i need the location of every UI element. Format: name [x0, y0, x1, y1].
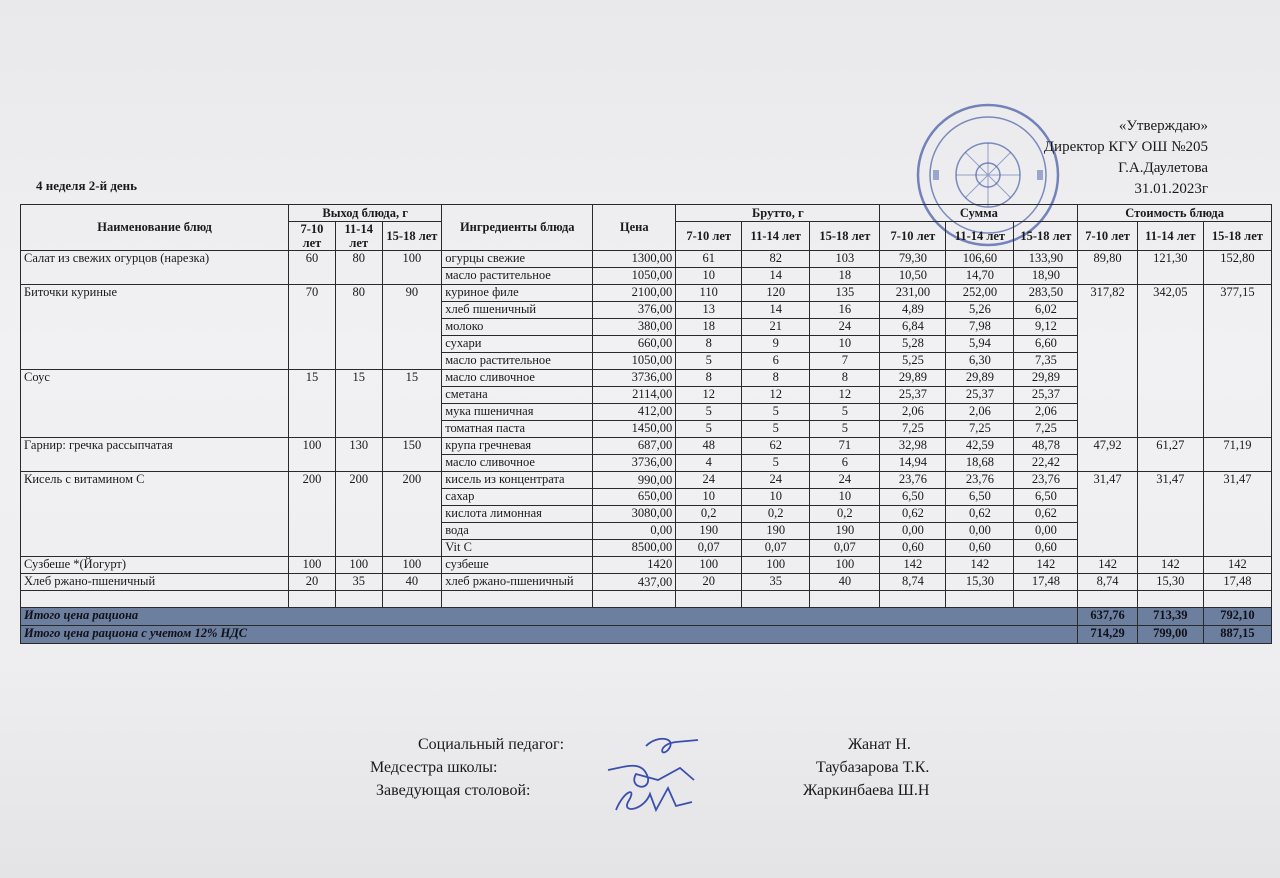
- ingredient-value: 82: [742, 251, 810, 268]
- empty-cell: [289, 591, 336, 608]
- total-row-value-age3: 792,10: [1203, 608, 1271, 626]
- ingredient-value: 2,06: [946, 404, 1014, 421]
- ingredient-value: 6,30: [946, 353, 1014, 370]
- ingredient-value: 61: [676, 251, 742, 268]
- header-gross-age1: 7-10 лет: [676, 222, 742, 251]
- ingredient-value: 25,37: [1014, 387, 1078, 404]
- dish-output-age3: 150: [382, 438, 442, 472]
- ingredient-value: 5,26: [946, 302, 1014, 319]
- ingredient-name: хлеб ржано-пшеничный: [442, 574, 593, 591]
- dish-output-age2: 15: [335, 370, 382, 438]
- header-dish-name: Наименование блюд: [21, 205, 289, 251]
- dish-cost-age3: 377,15: [1203, 285, 1271, 438]
- approval-line-4: 31.01.2023г: [1134, 181, 1208, 197]
- ingredient-value: 25,37: [880, 387, 946, 404]
- ingredient-value: 7,25: [1014, 421, 1078, 438]
- dish-output-age2: 100: [335, 557, 382, 574]
- ingredient-value: 6,02: [1014, 302, 1078, 319]
- signature-role: Социальный педагог:: [418, 736, 565, 753]
- header-price: Цена: [593, 205, 676, 251]
- ingredient-price: 1300,00: [593, 251, 676, 268]
- vat-total-row-label: Итого цена рациона с учетом 12% НДС: [21, 626, 1078, 644]
- ingredient-value: 5,94: [946, 336, 1014, 353]
- dish-output-age3: 40: [382, 574, 442, 591]
- empty-cell: [382, 591, 442, 608]
- header-gross-age3: 15-18 лет: [810, 222, 880, 251]
- dish-name: Сузбеше *(Йогурт): [21, 557, 289, 574]
- ingredient-value: 10: [676, 268, 742, 285]
- ingredient-value: 25,37: [946, 387, 1014, 404]
- approval-block: [1018, 116, 1208, 200]
- ingredient-name: огурцы свежие: [442, 251, 593, 268]
- signature-name: Таубазарова Т.К.: [816, 759, 930, 776]
- ingredient-value: 10: [742, 489, 810, 506]
- header-sum: Сумма: [880, 205, 1078, 222]
- empty-cell: [1203, 591, 1271, 608]
- signatures-drawing: [598, 730, 718, 820]
- ingredient-value: 6,50: [1014, 489, 1078, 506]
- ingredient-value: 40: [810, 574, 880, 591]
- dish-output-age1: 20: [289, 574, 336, 591]
- ingredient-value: 48,78: [1014, 438, 1078, 455]
- dish-output-age1: 200: [289, 472, 336, 557]
- ingredient-price: 1050,00: [593, 353, 676, 370]
- ingredient-value: 6,84: [880, 319, 946, 336]
- ingredient-value: 24: [676, 472, 742, 489]
- ingredient-value: 14: [742, 268, 810, 285]
- header-output: Выход блюда, г: [289, 205, 442, 222]
- ingredient-price: 2114,00: [593, 387, 676, 404]
- ingredient-value: 100: [810, 557, 880, 574]
- header-output-age1: 7-10 лет: [289, 222, 336, 251]
- ingredient-name: куриное филе: [442, 285, 593, 302]
- ingredient-value: 6,50: [946, 489, 1014, 506]
- ingredient-value: 142: [1014, 557, 1078, 574]
- ingredient-value: 32,98: [880, 438, 946, 455]
- ingredient-value: 0,07: [810, 540, 880, 557]
- empty-cell: [1014, 591, 1078, 608]
- ingredient-name: вода: [442, 523, 593, 540]
- dish-name: Кисель с витамином С: [21, 472, 289, 557]
- signature-name: Жанат Н.: [848, 736, 911, 753]
- empty-cell: [335, 591, 382, 608]
- ingredient-value: 18: [676, 319, 742, 336]
- ingredient-value: 21: [742, 319, 810, 336]
- approval-line-1: «Утверждаю»: [1118, 118, 1208, 134]
- ingredient-value: 5: [742, 455, 810, 472]
- ingredient-value: 8: [742, 370, 810, 387]
- dish-output-age3: 90: [382, 285, 442, 370]
- ingredient-value: 4,89: [880, 302, 946, 319]
- ingredient-value: 0,00: [880, 523, 946, 540]
- ingredient-price: 0,00: [593, 523, 676, 540]
- dish-cost-age2: 142: [1137, 557, 1203, 574]
- ingredient-value: 12: [810, 387, 880, 404]
- ingredient-value: 5: [676, 353, 742, 370]
- ingredient-value: 120: [742, 285, 810, 302]
- ingredient-name: кисель из концентрата: [442, 472, 593, 489]
- dish-cost-age1: 317,82: [1078, 285, 1138, 438]
- signature-role: Заведующая столовой:: [376, 782, 531, 799]
- ingredient-price: 412,00: [593, 404, 676, 421]
- dish-name: Хлеб ржано-пшеничный: [21, 574, 289, 591]
- table-row: [21, 574, 1272, 591]
- dish-cost-age1: 142: [1078, 557, 1138, 574]
- ingredient-price: 3736,00: [593, 370, 676, 387]
- ingredient-name: масло сливочное: [442, 455, 593, 472]
- header-cost-age3: 15-18 лет: [1203, 222, 1271, 251]
- ingredient-value: 12: [742, 387, 810, 404]
- header-cost-age2: 11-14 лет: [1137, 222, 1203, 251]
- ingredient-value: 100: [676, 557, 742, 574]
- ingredient-price: 1450,00: [593, 421, 676, 438]
- ingredient-value: 9,12: [1014, 319, 1078, 336]
- ingredient-value: 0,07: [676, 540, 742, 557]
- document-page: [8, 8, 1276, 870]
- empty-cell: [810, 591, 880, 608]
- ingredient-value: 7,25: [946, 421, 1014, 438]
- ingredient-price: 376,00: [593, 302, 676, 319]
- ingredient-value: 0,2: [810, 506, 880, 523]
- total-row: [21, 608, 1272, 626]
- ingredient-value: 24: [810, 472, 880, 489]
- ingredient-value: 0,62: [1014, 506, 1078, 523]
- ingredient-value: 18: [810, 268, 880, 285]
- ingredient-price: 1050,00: [593, 268, 676, 285]
- ingredient-value: 0,60: [880, 540, 946, 557]
- ingredient-value: 35: [742, 574, 810, 591]
- dish-cost-age3: 31,47: [1203, 472, 1271, 557]
- ingredient-value: 9: [742, 336, 810, 353]
- ingredient-value: 48: [676, 438, 742, 455]
- ingredient-price: 437,00: [593, 574, 676, 591]
- header-sum-age1: 7-10 лет: [880, 222, 946, 251]
- ingredient-value: 23,76: [946, 472, 1014, 489]
- ingredient-value: 190: [810, 523, 880, 540]
- ingredient-value: 79,30: [880, 251, 946, 268]
- ingredient-value: 0,2: [676, 506, 742, 523]
- ingredient-name: молоко: [442, 319, 593, 336]
- ingredient-value: 6: [810, 455, 880, 472]
- empty-cell: [676, 591, 742, 608]
- ingredient-value: 190: [742, 523, 810, 540]
- header-sum-age3: 15-18 лет: [1014, 222, 1078, 251]
- dish-output-age3: 100: [382, 251, 442, 285]
- ingredient-value: 8,74: [880, 574, 946, 591]
- dish-output-age1: 100: [289, 557, 336, 574]
- ingredient-value: 0,00: [1014, 523, 1078, 540]
- header-gross: Брутто, г: [676, 205, 880, 222]
- dish-name: Гарнир: гречка рассыпчатая: [21, 438, 289, 472]
- ingredient-value: 6,50: [880, 489, 946, 506]
- ingredient-value: 15,30: [946, 574, 1014, 591]
- ingredient-name: крупа гречневая: [442, 438, 593, 455]
- dish-cost-age3: 142: [1203, 557, 1271, 574]
- ingredient-price: 660,00: [593, 336, 676, 353]
- ingredient-value: 20: [676, 574, 742, 591]
- dish-output-age1: 60: [289, 251, 336, 285]
- dish-cost-age2: 61,27: [1137, 438, 1203, 472]
- dish-cost-age1: 8,74: [1078, 574, 1138, 591]
- ingredient-value: 62: [742, 438, 810, 455]
- ingredient-value: 103: [810, 251, 880, 268]
- ingredient-name: мука пшеничная: [442, 404, 593, 421]
- total-row-value-age2: 713,39: [1137, 608, 1203, 626]
- empty-cell: [946, 591, 1014, 608]
- ingredient-value: 18,68: [946, 455, 1014, 472]
- ingredient-value: 7,25: [880, 421, 946, 438]
- ingredient-value: 0,07: [742, 540, 810, 557]
- ingredient-value: 135: [810, 285, 880, 302]
- ingredient-price: 380,00: [593, 319, 676, 336]
- ingredient-value: 0,2: [742, 506, 810, 523]
- ingredient-name: томатная паста: [442, 421, 593, 438]
- total-row-label: Итого цена рациона: [21, 608, 1078, 626]
- table-row: [21, 557, 1272, 574]
- dish-cost-age1: 47,92: [1078, 438, 1138, 472]
- table-row: [21, 472, 1272, 489]
- ingredient-name: масло сливочное: [442, 370, 593, 387]
- dish-name: Биточки куриные: [21, 285, 289, 370]
- dish-cost-age3: 71,19: [1203, 438, 1271, 472]
- ingredient-price: 2100,00: [593, 285, 676, 302]
- ingredient-price: 3080,00: [593, 506, 676, 523]
- dish-cost-age2: 31,47: [1137, 472, 1203, 557]
- ingredient-name: сметана: [442, 387, 593, 404]
- header-output-age2: 11-14 лет: [335, 222, 382, 251]
- dish-cost-age1: 31,47: [1078, 472, 1138, 557]
- header-sum-age2: 11-14 лет: [946, 222, 1014, 251]
- ingredient-value: 13: [676, 302, 742, 319]
- ingredient-value: 23,76: [1014, 472, 1078, 489]
- empty-cell: [880, 591, 946, 608]
- dish-cost-age3: 17,48: [1203, 574, 1271, 591]
- dish-cost-age2: 121,30: [1137, 251, 1203, 285]
- ingredient-price: 1420: [593, 557, 676, 574]
- ingredient-value: 100: [742, 557, 810, 574]
- total-row-value-age1: 637,76: [1078, 608, 1138, 626]
- dish-cost-age2: 15,30: [1137, 574, 1203, 591]
- ingredient-value: 0,60: [1014, 540, 1078, 557]
- vat-total-row: [21, 626, 1272, 644]
- ingredient-name: хлеб пшеничный: [442, 302, 593, 319]
- ingredient-value: 5: [742, 404, 810, 421]
- ingredient-value: 10,50: [880, 268, 946, 285]
- table-row: [21, 251, 1272, 268]
- ingredient-value: 2,06: [1014, 404, 1078, 421]
- ingredient-value: 29,89: [880, 370, 946, 387]
- table-row: [21, 285, 1272, 302]
- empty-cell: [1137, 591, 1203, 608]
- ingredient-value: 10: [810, 336, 880, 353]
- ingredient-value: 23,76: [880, 472, 946, 489]
- ingredient-value: 0,62: [946, 506, 1014, 523]
- dish-output-age3: 15: [382, 370, 442, 438]
- ingredient-value: 252,00: [946, 285, 1014, 302]
- ingredient-value: 5,25: [880, 353, 946, 370]
- signature-role: Медсестра школы:: [370, 759, 498, 776]
- ingredient-value: 5,28: [880, 336, 946, 353]
- ingredient-value: 133,90: [1014, 251, 1078, 268]
- ingredient-value: 29,89: [946, 370, 1014, 387]
- dish-cost-age3: 152,80: [1203, 251, 1271, 285]
- ingredient-value: 0,60: [946, 540, 1014, 557]
- ingredient-value: 2,06: [880, 404, 946, 421]
- ingredient-value: 4: [676, 455, 742, 472]
- ingredient-value: 6,60: [1014, 336, 1078, 353]
- ingredient-price: 650,00: [593, 489, 676, 506]
- ingredient-value: 22,42: [1014, 455, 1078, 472]
- ingredient-value: 10: [810, 489, 880, 506]
- ingredient-name: Vit C: [442, 540, 593, 557]
- ingredient-name: сахар: [442, 489, 593, 506]
- dish-name: Салат из свежих огурцов (нарезка): [21, 251, 289, 285]
- ingredient-value: 283,50: [1014, 285, 1078, 302]
- ingredient-value: 24: [810, 319, 880, 336]
- dish-output-age2: 35: [335, 574, 382, 591]
- dish-output-age2: 80: [335, 285, 382, 370]
- dish-output-age3: 100: [382, 557, 442, 574]
- ingredient-value: 106,60: [946, 251, 1014, 268]
- ingredient-value: 190: [676, 523, 742, 540]
- header-cost-age1: 7-10 лет: [1078, 222, 1138, 251]
- ingredient-value: 5: [676, 421, 742, 438]
- ingredient-value: 16: [810, 302, 880, 319]
- dish-output-age1: 100: [289, 438, 336, 472]
- header-output-age3: 15-18 лет: [382, 222, 442, 251]
- header-gross-age2: 11-14 лет: [742, 222, 810, 251]
- ingredient-value: 7,98: [946, 319, 1014, 336]
- ingredient-value: 8: [810, 370, 880, 387]
- ingredient-value: 18,90: [1014, 268, 1078, 285]
- ingredient-value: 231,00: [880, 285, 946, 302]
- ingredient-value: 14,94: [880, 455, 946, 472]
- ingredient-value: 24: [742, 472, 810, 489]
- empty-cell: [593, 591, 676, 608]
- vat-total-row-value-age2: 799,00: [1137, 626, 1203, 644]
- empty-cell: [21, 591, 289, 608]
- vat-total-row-value-age1: 714,29: [1078, 626, 1138, 644]
- dish-name: Соус: [21, 370, 289, 438]
- ingredient-value: 17,48: [1014, 574, 1078, 591]
- ingredient-value: 5: [810, 404, 880, 421]
- vat-total-row-value-age3: 887,15: [1203, 626, 1271, 644]
- ingredient-value: 10: [676, 489, 742, 506]
- dish-cost-age2: 342,05: [1137, 285, 1203, 438]
- ingredient-name: кислота лимонная: [442, 506, 593, 523]
- ingredient-value: 7,35: [1014, 353, 1078, 370]
- ingredient-name: сухари: [442, 336, 593, 353]
- ingredient-value: 14: [742, 302, 810, 319]
- ingredient-price: 3736,00: [593, 455, 676, 472]
- ingredient-value: 12: [676, 387, 742, 404]
- dish-output-age1: 15: [289, 370, 336, 438]
- menu-table: [20, 204, 1272, 644]
- empty-cell: [1078, 591, 1138, 608]
- ingredient-value: 8: [676, 336, 742, 353]
- approval-line-3: Г.А.Даулетова: [1118, 160, 1208, 176]
- ingredient-value: 7: [810, 353, 880, 370]
- ingredient-value: 6: [742, 353, 810, 370]
- ingredient-value: 142: [946, 557, 1014, 574]
- dish-cost-age1: 89,80: [1078, 251, 1138, 285]
- empty-cell: [442, 591, 593, 608]
- ingredient-name: масло растительное: [442, 353, 593, 370]
- dish-output-age2: 80: [335, 251, 382, 285]
- dish-output-age3: 200: [382, 472, 442, 557]
- empty-cell: [742, 591, 810, 608]
- ingredient-name: масло растительное: [442, 268, 593, 285]
- ingredient-price: 687,00: [593, 438, 676, 455]
- ingredient-value: 0,62: [880, 506, 946, 523]
- ingredient-value: 71: [810, 438, 880, 455]
- approval-line-2: Директор КГУ ОШ №205: [1043, 139, 1208, 155]
- ingredient-value: 142: [880, 557, 946, 574]
- signature-name: Жаркинбаева Ш.Н: [803, 782, 930, 799]
- dish-output-age2: 200: [335, 472, 382, 557]
- header-ingredients: Ингредиенты блюда: [442, 205, 593, 251]
- dish-output-age2: 130: [335, 438, 382, 472]
- ingredient-price: 8500,00: [593, 540, 676, 557]
- ingredient-price: 990,00: [593, 472, 676, 489]
- table-row: [21, 438, 1272, 455]
- ingredient-value: 14,70: [946, 268, 1014, 285]
- ingredient-value: 29,89: [1014, 370, 1078, 387]
- ingredient-value: 42,59: [946, 438, 1014, 455]
- header-cost: Стоимость блюда: [1078, 205, 1272, 222]
- spacer-row: [21, 591, 1272, 608]
- ingredient-name: сузбеше: [442, 557, 593, 574]
- ingredient-value: 5: [810, 421, 880, 438]
- ingredient-value: 5: [676, 404, 742, 421]
- day-title: 4 неделя 2-й день: [36, 178, 138, 193]
- ingredient-value: 0,00: [946, 523, 1014, 540]
- ingredient-value: 110: [676, 285, 742, 302]
- dish-output-age1: 70: [289, 285, 336, 370]
- ingredient-value: 5: [742, 421, 810, 438]
- ingredient-value: 8: [676, 370, 742, 387]
